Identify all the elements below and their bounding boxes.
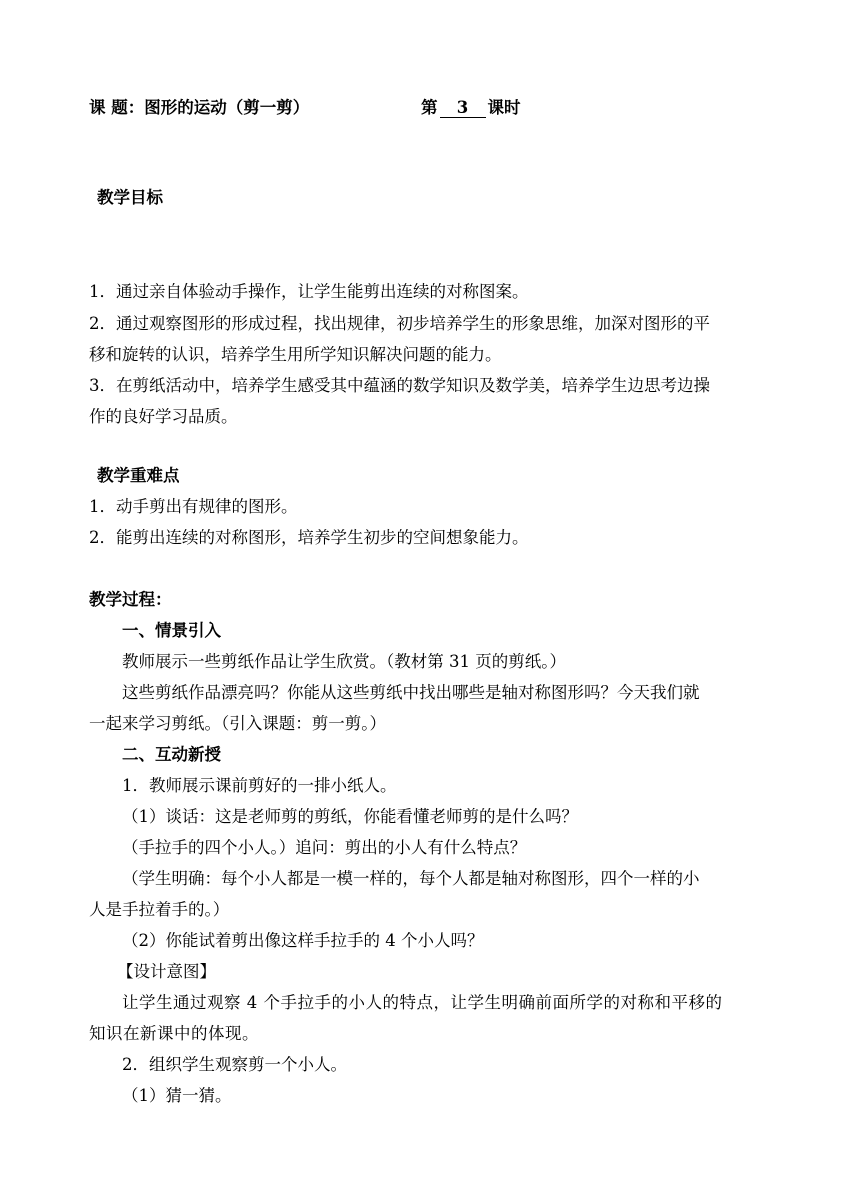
lesson-number-line — [421, 94, 521, 118]
section2-line-10: 2．组织学生观察剪一个小人。 — [122, 1055, 347, 1074]
section2-line-11: （1）猜一猜。 — [122, 1086, 232, 1105]
objective-line-5: 作的良好学习品质。 — [89, 407, 238, 426]
section1-line-2: 这些剪纸作品漂亮吗？你能从这些剪纸中找出哪些是轴对称图形吗？今天我们就 — [122, 683, 700, 702]
design-intent-label: 【设计意图】 — [117, 962, 216, 981]
objective-line-4: 3．在剪纸活动中，培养学生感受其中蕴涵的数学知识及数学美，培养学生边思考边操 — [89, 376, 710, 395]
section2-line-8: 让学生通过观察 4 个手拉手的小人的特点，让学生明确前面所学的对称和平移的 — [122, 993, 723, 1012]
section1-title: 一、情景引入 — [122, 621, 221, 640]
section2-line-3: （手拉手的四个小人。）追问：剪出的小人有什么特点？ — [122, 838, 527, 857]
lesson-title — [89, 94, 309, 118]
key-points-heading: 教学重难点 — [97, 466, 180, 485]
section2-title: 二、互动新授 — [122, 745, 221, 764]
section2-line-5: 人是手拉着手的。） — [89, 900, 230, 919]
lesson-suffix: 课时 — [487, 98, 521, 117]
objective-line-3: 移和旋转的认识，培养学生用所学知识解决问题的能力。 — [89, 345, 502, 364]
key-point-line-1: 1．动手剪出有规律的图形。 — [89, 497, 298, 516]
section1-line-1: 教师展示一些剪纸作品让学生欣赏。（教材第 31 页的剪纸。） — [122, 652, 566, 671]
section1-line-3: 一起来学习剪纸。（引入课题：剪一剪。） — [89, 714, 386, 733]
lesson-number: 3 — [440, 98, 486, 118]
section2-line-9: 知识在新课中的体现。 — [89, 1024, 259, 1043]
section2-line-2: （1）谈话：这是老师剪的剪纸，你能看懂老师剪的是什么吗？ — [122, 807, 578, 826]
process-heading: 教学过程： — [89, 590, 172, 609]
title-label: 课 题： — [89, 98, 145, 117]
objective-line-1: 1．通过亲自体验动手操作，让学生能剪出连续的对称图案。 — [89, 282, 529, 301]
objectives-heading: 教学目标 — [97, 188, 163, 207]
section2-line-1: 1．教师展示课前剪好的一排小纸人。 — [122, 776, 397, 795]
section2-line-4: （学生明确：每个小人都是一模一样的，每个人都是轴对称图形，四个一样的小 — [122, 869, 700, 888]
title-text: 图形的运动（剪一剪） — [144, 98, 310, 117]
key-point-line-2: 2．能剪出连续的对称图形，培养学生初步的空间想象能力。 — [89, 528, 529, 547]
objective-line-2: 2．通过观察图形的形成过程，找出规律，初步培养学生的形象思维，加深对图形的平 — [89, 314, 710, 333]
section2-line-6: （2）你能试着剪出像这样手拉手的 4 个小人吗？ — [122, 931, 484, 950]
lesson-prefix: 第 — [421, 98, 438, 117]
